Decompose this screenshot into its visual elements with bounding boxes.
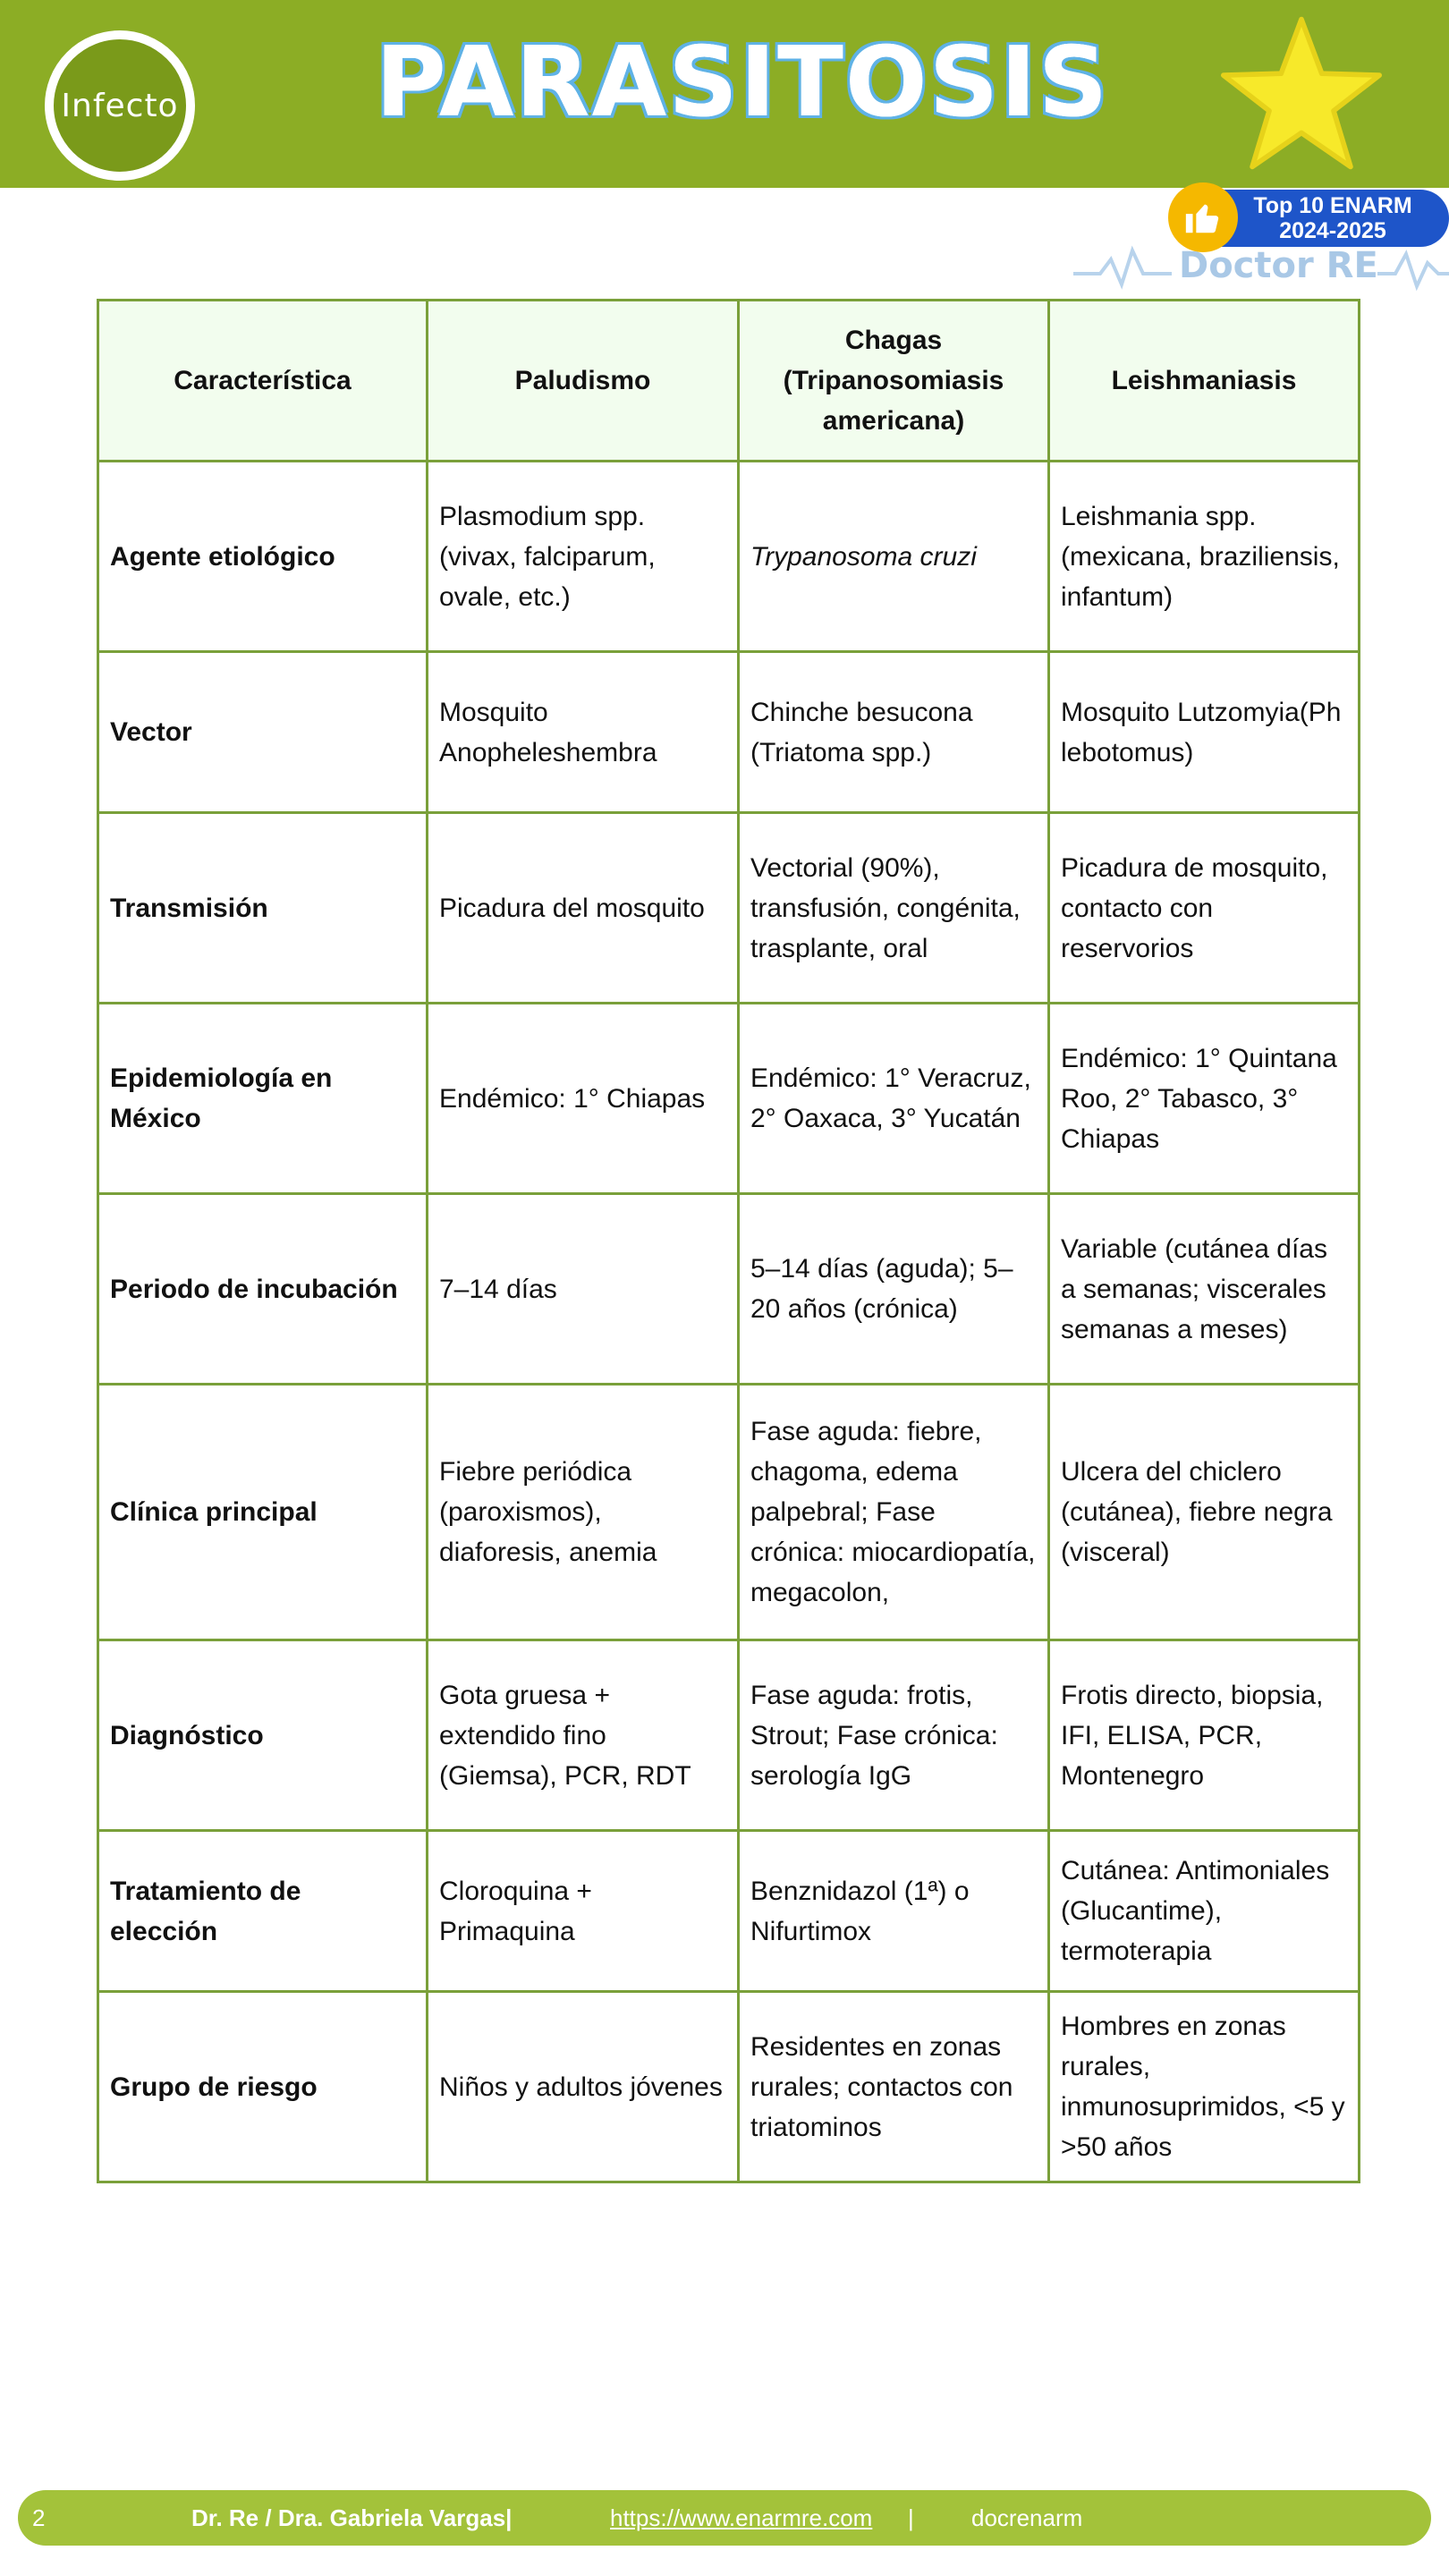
table-cell: Fase aguda: frotis, Strout; Fase crónica: serología IgG xyxy=(739,1640,1049,1831)
footer-separator: | xyxy=(908,2504,914,2531)
table-cell: 5–14 días (aguda); 5–20 años (crónica) xyxy=(739,1194,1049,1385)
row-label: Vector xyxy=(98,652,428,813)
social-handle: docrenarm xyxy=(971,2504,1083,2531)
badge-line2: 2024-2025 xyxy=(1279,218,1386,243)
header-caracteristica: Característica xyxy=(98,301,428,462)
website-link[interactable]: https://www.enarmre.com xyxy=(610,2504,873,2531)
table-cell: Hombres en zonas rurales, inmunosuprimidos, <5 y >50 años xyxy=(1049,1992,1360,2182)
table-row xyxy=(98,462,1360,652)
star-icon xyxy=(1216,13,1386,174)
logo-text: Infecto xyxy=(61,87,179,124)
page-header xyxy=(0,0,1449,188)
table-cell: Endémico: 1° Chiapas xyxy=(428,1004,739,1194)
table-cell: Picadura del mosquito xyxy=(428,813,739,1004)
header-leishmaniasis: Leishmaniasis xyxy=(1049,301,1360,462)
table-cell: Variable (cutánea días a semanas; viscerales semanas a meses) xyxy=(1049,1194,1360,1385)
row-label: Diagnóstico xyxy=(98,1640,428,1831)
table-row xyxy=(98,652,1360,813)
table-cell: Endémico: 1° Veracruz, 2° Oaxaca, 3° Yucatán xyxy=(739,1004,1049,1194)
row-label: Agente etiológico xyxy=(98,462,428,652)
page-title: PARASITOSIS xyxy=(375,27,1110,139)
parasitosis-table xyxy=(97,299,1360,2183)
table-cell: Benznidazol (1ª) o Nifurtimox xyxy=(739,1831,1049,1992)
table-cell: Fiebre periódica (paroxismos), diaforesis, anemia xyxy=(428,1385,739,1640)
footer-author: Dr. Re / Dra. Gabriela Vargas| xyxy=(191,2504,513,2531)
table-cell: Residentes en zonas rurales; contactos con triatominos xyxy=(739,1992,1049,2182)
table-cell: Mosquito Lutzomyia(Phlebotomus) xyxy=(1049,652,1360,813)
row-label: Clínica principal xyxy=(98,1385,428,1640)
row-label: Tratamiento de elección xyxy=(98,1831,428,1992)
page-footer xyxy=(18,2490,1431,2546)
table-cell: Mosquito Anopheleshembra xyxy=(428,652,739,813)
table-cell: Cutánea: Antimoniales (Glucantime), termoterapia xyxy=(1049,1831,1360,1992)
doctor-re-watermark: Doctor RE xyxy=(1179,245,1378,286)
header-paludismo: Paludismo xyxy=(428,301,739,462)
table-cell: 7–14 días xyxy=(428,1194,739,1385)
table-row xyxy=(98,1194,1360,1385)
table-cell: Plasmodium spp. (vivax, falciparum, ovale, etc.) xyxy=(428,462,739,652)
page-number: 2 xyxy=(32,2504,46,2531)
row-label: Grupo de riesgo xyxy=(98,1992,428,2182)
table-row xyxy=(98,1992,1360,2182)
table-row xyxy=(98,1004,1360,1194)
table-row xyxy=(98,1831,1360,1992)
table-cell: Chinche besucona (Triatoma spp.) xyxy=(739,652,1049,813)
table-cell: Cloroquina + Primaquina xyxy=(428,1831,739,1992)
table-cell: Picadura de mosquito, contacto con reservorios xyxy=(1049,813,1360,1004)
header-chagas: Chagas (Tripanosomiasis americana) xyxy=(739,301,1049,462)
table-cell: Fase aguda: fiebre, chagoma, edema palpebral; Fase crónica: miocardiopatía, megacolon, xyxy=(739,1385,1049,1640)
row-label: Periodo de incubación xyxy=(98,1194,428,1385)
table-row xyxy=(98,1385,1360,1640)
table-cell: Niños y adultos jóvenes xyxy=(428,1992,739,2182)
row-label: Transmisión xyxy=(98,813,428,1004)
row-label: Epidemiología en México xyxy=(98,1004,428,1194)
table-row xyxy=(98,813,1360,1004)
table-cell: Vectorial (90%), transfusión, congénita, trasplante, oral xyxy=(739,813,1049,1004)
table-row xyxy=(98,1640,1360,1831)
table-cell: Gota gruesa + extendido fino (Giemsa), PCR, RDT xyxy=(428,1640,739,1831)
table-cell: Endémico: 1° Quintana Roo, 2° Tabasco, 3° Chiapas xyxy=(1049,1004,1360,1194)
table-cell: Ulcera del chiclero (cutánea), fiebre negra (visceral) xyxy=(1049,1385,1360,1640)
table-cell: Frotis directo, biopsia, IFI, ELISA, PCR, Montenegro xyxy=(1049,1640,1360,1831)
table-cell: Trypanosoma cruzi xyxy=(739,462,1049,652)
table-header-row xyxy=(98,301,1360,462)
table-cell: Leishmania spp. (mexicana, braziliensis, infantum) xyxy=(1049,462,1360,652)
badge-line1: Top 10 ENARM xyxy=(1253,193,1412,218)
